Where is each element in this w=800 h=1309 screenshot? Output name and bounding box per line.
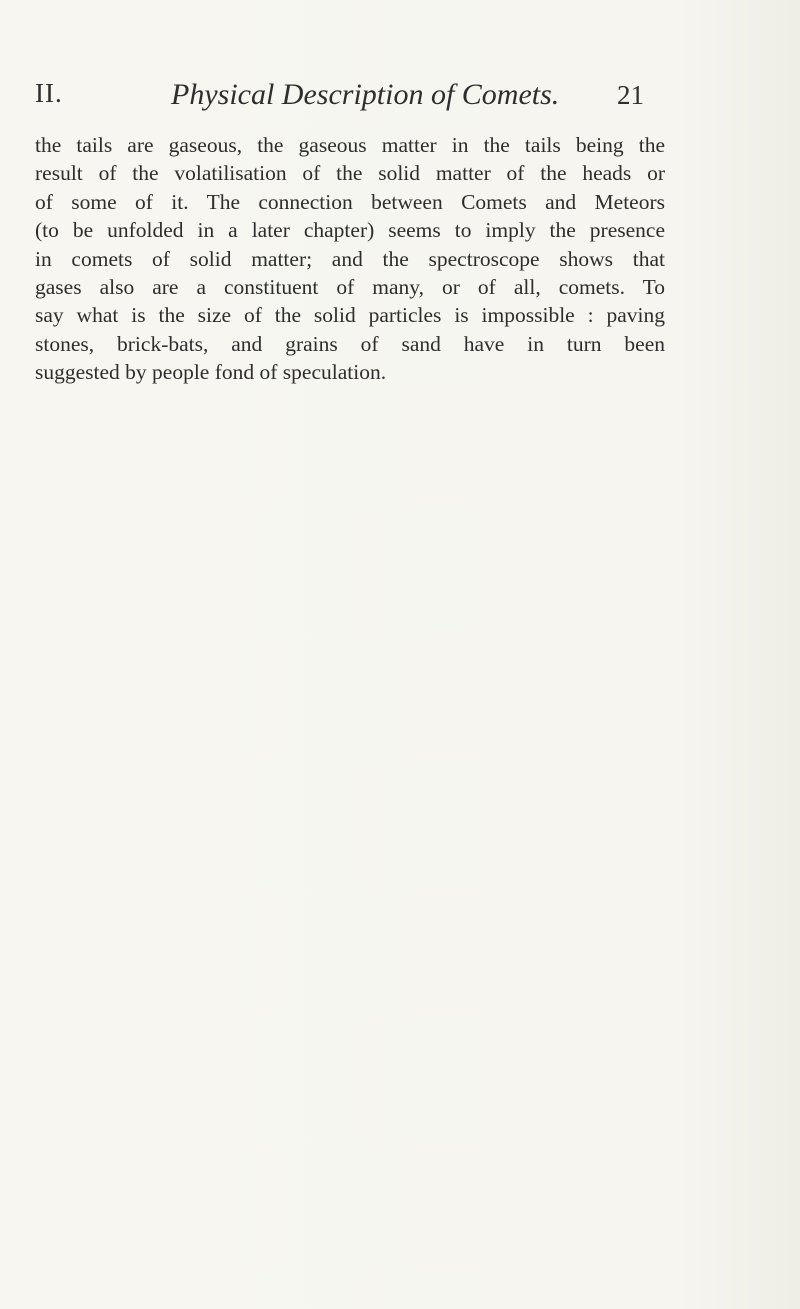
- text-line: suggested by people fond of speculation.: [35, 360, 387, 385]
- running-header: [35, 78, 655, 118]
- page-number: 21: [617, 80, 644, 110]
- text-line: gases also are a constituent of many, or of all, comets. To: [35, 275, 665, 300]
- text-line: in comets of solid matter; and the spectroscope shows that: [35, 246, 665, 271]
- text-line: of some of it. The connection between Comets and Meteors: [35, 189, 665, 214]
- text-line: result of the volatilisation of the solid matter of the heads or: [35, 161, 665, 186]
- text-line: say what is the size of the solid particles is impossible : paving: [35, 303, 665, 328]
- text-line: (to be unfolded in a later chapter) seems to imply the presence: [35, 218, 665, 243]
- running-title: Physical Description of Comets.: [171, 78, 560, 111]
- text-line: the tails are gaseous, the gaseous matter in the tails being the: [35, 133, 665, 157]
- body-paragraph: [35, 131, 665, 387]
- chapter-number: II.: [35, 78, 63, 108]
- text-line: stones, brick-bats, and grains of sand have in turn been: [35, 331, 665, 356]
